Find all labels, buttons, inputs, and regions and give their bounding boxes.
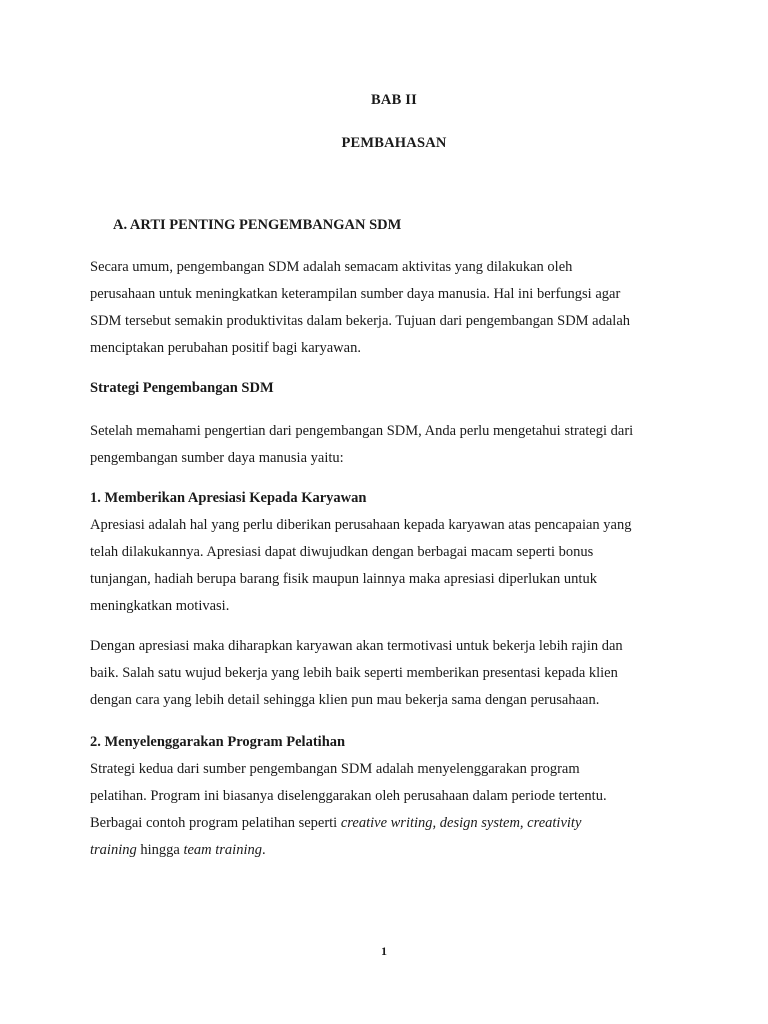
text-line: dengan cara yang lebih detail sehingga klien pun mau bekerja sama dengan perusahaan. <box>90 692 600 708</box>
text-line: menciptakan perubahan positif bagi karyawan. <box>90 340 361 356</box>
strategy-heading: Strategi Pengembangan SDM <box>90 380 274 396</box>
point1-heading: 1. Memberikan Apresiasi Kepada Karyawan <box>90 490 367 506</box>
text-line: Secara umum, pengembangan SDM adalah semacam aktivitas yang dilakukan oleh <box>90 259 573 275</box>
text-line: Setelah memahami pengertian dari pengembangan SDM, Anda perlu mengetahui strategi dari <box>90 423 634 439</box>
page-number: 1 <box>381 944 387 958</box>
text-line: tunjangan, hadiah berupa barang fisik maupun lainnya maka apresiasi diperlukan untuk <box>90 571 597 587</box>
text-run: . <box>262 842 266 858</box>
section-a-heading: A. ARTI PENTING PENGEMBANGAN SDM <box>113 217 402 233</box>
text-line <box>90 837 670 864</box>
text-line: pelatihan. Program ini biasanya diselenggarakan oleh perusahaan dalam periode tertentu. <box>90 788 607 804</box>
point2-paragraph <box>90 756 670 864</box>
text-line: Apresiasi adalah hal yang perlu diberikan perusahaan kepada karyawan atas pencapaian yang <box>90 517 632 533</box>
text-line <box>90 810 670 837</box>
point1-paragraph-1 <box>90 512 670 620</box>
italic-run: creative writing, design system, creativity <box>340 815 582 831</box>
italic-run: training <box>90 842 137 858</box>
chapter-title: PEMBAHASAN <box>341 135 447 151</box>
strategy-intro-paragraph <box>90 418 670 472</box>
text-line: Strategi kedua dari sumber pengembangan SDM adalah menyelenggarakan program <box>90 761 580 777</box>
text-line: Dengan apresiasi maka diharapkan karyawan akan termotivasi untuk bekerja lebih rajin dan <box>90 638 623 654</box>
italic-run: team training <box>183 842 262 858</box>
text-line: baik. Salah satu wujud bekerja yang lebih baik seperti memberikan presentasi kepada klien <box>90 665 618 681</box>
text-line: SDM tersebut semakin produktivitas dalam bekerja. Tujuan dari pengembangan SDM adalah <box>90 313 631 329</box>
text-run: hingga <box>136 842 184 858</box>
intro-paragraph <box>90 254 670 362</box>
text-line: perusahaan untuk meningkatkan keterampilan sumber daya manusia. Hal ini berfungsi agar <box>90 286 621 302</box>
point2-heading: 2. Menyelenggarakan Program Pelatihan <box>90 734 346 750</box>
chapter-label: BAB II <box>371 92 417 108</box>
text-run: Berbagai contoh program pelatihan seperti <box>90 815 341 831</box>
text-line: pengembangan sumber daya manusia yaitu: <box>90 450 344 466</box>
point1-paragraph-2 <box>90 633 670 714</box>
text-line: telah dilakukannya. Apresiasi dapat diwujudkan dengan berbagai macam seperti bonus <box>90 544 594 560</box>
text-line: meningkatkan motivasi. <box>90 598 230 614</box>
